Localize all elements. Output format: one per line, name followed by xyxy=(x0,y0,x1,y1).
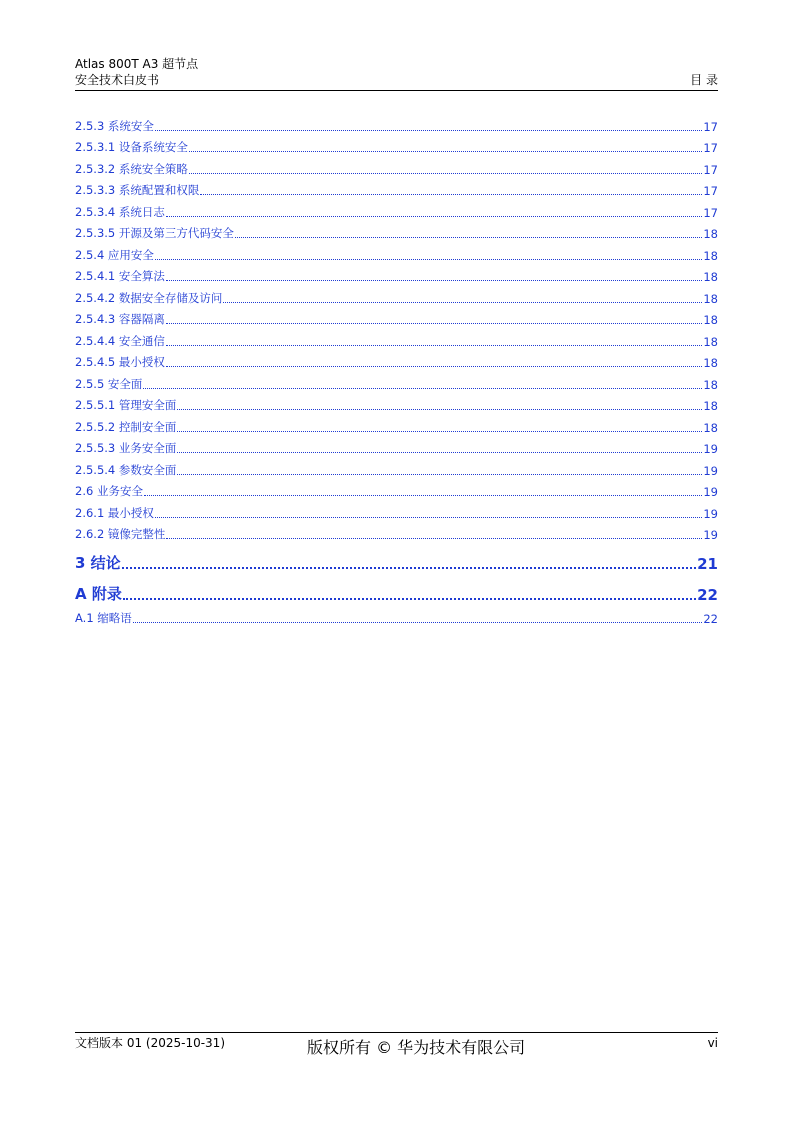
toc-entry[interactable] xyxy=(75,604,718,626)
toc-entry-label: 2.5.3.2 系统安全策略 xyxy=(75,161,188,176)
toc-entry-page: 21 xyxy=(697,555,718,573)
toc-entry-page: 17 xyxy=(703,205,718,220)
copyright: 版权所有 © 华为技术有限公司 xyxy=(307,1038,526,1057)
toc-entry-label: 2.6 业务安全 xyxy=(75,484,143,498)
toc-dot-leader xyxy=(155,245,702,260)
toc-entry[interactable] xyxy=(75,241,718,263)
toc-dot-leader xyxy=(155,503,702,518)
toc-entry[interactable] xyxy=(75,349,718,371)
toc-entry-page: 17 xyxy=(703,184,718,198)
toc-entry-page: 18 xyxy=(703,313,718,327)
toc-dot-leader xyxy=(144,481,702,496)
toc-dot-leader xyxy=(189,159,702,174)
toc-entry-page: 22 xyxy=(697,586,718,604)
toc-entry-label: 2.5.3.5 开源及第三方代码安全 xyxy=(75,226,234,240)
toc-entry-page: 17 xyxy=(703,162,718,177)
toc-entry-page: 22 xyxy=(703,611,718,626)
toc-dot-leader xyxy=(166,266,702,281)
toc-dot-leader xyxy=(177,417,702,432)
toc-entry-page: 19 xyxy=(703,506,718,521)
toc-entry-page: 19 xyxy=(703,528,718,542)
toc-dot-leader xyxy=(235,223,702,238)
toc-entry[interactable] xyxy=(75,435,718,457)
toc-entry-page: 18 xyxy=(703,334,718,349)
document-title: 安全技术白皮书 xyxy=(75,73,160,87)
toc-entry-page: 18 xyxy=(703,377,718,392)
toc-entry-label: 2.5.5.2 控制安全面 xyxy=(75,419,177,434)
toc-entry-label: 2.5.4.1 安全算法 xyxy=(75,269,165,283)
toc-dot-leader xyxy=(223,288,702,303)
toc-entry-page: 18 xyxy=(703,248,718,263)
toc-dot-leader xyxy=(189,137,702,152)
toc-entry-label: 2.5.5 安全面 xyxy=(75,376,143,391)
toc-dot-leader xyxy=(166,352,702,367)
toc-dot-leader xyxy=(155,116,702,131)
toc-entry[interactable] xyxy=(75,284,718,306)
header-rule xyxy=(75,90,718,91)
toc-entry-label: 2.5.3.1 设备系统安全 xyxy=(75,140,188,154)
toc-dot-leader xyxy=(166,202,702,217)
toc-entry-page: 18 xyxy=(703,270,718,284)
toc-entry-label: 2.5.4.2 数据安全存储及访问 xyxy=(75,290,223,305)
toc-dot-leader xyxy=(177,438,702,453)
toc-entry[interactable] xyxy=(75,499,718,521)
toc-entry[interactable] xyxy=(75,263,718,285)
toc-dot-leader xyxy=(200,180,702,195)
toc-entry-page: 17 xyxy=(703,119,718,134)
page-footer xyxy=(75,1032,718,1057)
toc-entry[interactable] xyxy=(75,573,718,604)
toc-dot-leader xyxy=(177,395,702,410)
toc-entry[interactable] xyxy=(75,306,718,328)
toc-entry[interactable] xyxy=(75,392,718,414)
toc-entry[interactable] xyxy=(75,370,718,392)
toc-entry[interactable] xyxy=(75,220,718,242)
toc-entry[interactable] xyxy=(75,413,718,435)
toc-entry-page: 19 xyxy=(703,485,718,499)
toc-entry-page: 18 xyxy=(703,420,718,435)
toc-entry-page: 19 xyxy=(703,463,718,478)
toc-dot-leader xyxy=(122,553,696,569)
toc-entry[interactable] xyxy=(75,327,718,349)
toc-entry-label: 2.6.1 最小授权 xyxy=(75,505,154,520)
toc-entry-page: 18 xyxy=(703,291,718,306)
toc-entry[interactable] xyxy=(75,134,718,156)
toc-entry[interactable] xyxy=(75,478,718,500)
toc-entry-label: 2.5.5.3 业务安全面 xyxy=(75,441,177,455)
document-version: 文档版本 01 (2025-10-31) xyxy=(75,1036,226,1050)
toc-dot-leader xyxy=(143,374,702,389)
toc-entry-label: 2.5.4.4 安全通信 xyxy=(75,333,165,348)
header-line2 xyxy=(75,72,718,88)
section-title: 目 录 xyxy=(690,73,718,87)
toc-entry[interactable] xyxy=(75,456,718,478)
product-name: Atlas 800T A3 超节点 xyxy=(75,57,199,71)
toc-entry-label: A.1 缩略语 xyxy=(75,610,132,625)
toc-entry-label: 2.5.3.3 系统配置和权限 xyxy=(75,183,200,197)
toc-entry[interactable] xyxy=(75,177,718,199)
toc-dot-leader xyxy=(166,524,702,539)
toc-dot-leader xyxy=(166,331,702,346)
page-number: vi xyxy=(707,1036,718,1050)
table-of-contents xyxy=(75,112,718,626)
toc-dot-leader xyxy=(177,460,702,475)
toc-entry-label: 2.5.4.5 最小授权 xyxy=(75,355,165,369)
toc-entry-page: 19 xyxy=(703,442,718,456)
toc-entry-label: 3 结论 xyxy=(75,554,121,572)
toc-entry-label: 2.6.2 镜像完整性 xyxy=(75,527,166,541)
toc-entry-label: A 附录 xyxy=(75,585,122,603)
toc-dot-leader xyxy=(166,309,702,324)
toc-dot-leader xyxy=(133,608,703,623)
toc-entry-label: 2.5.3 系统安全 xyxy=(75,118,154,133)
toc-entry[interactable] xyxy=(75,112,718,134)
toc-entry-label: 2.5.4 应用安全 xyxy=(75,247,154,262)
toc-entry-page: 18 xyxy=(703,356,718,370)
toc-entry[interactable] xyxy=(75,198,718,220)
toc-entry-label: 2.5.3.4 系统日志 xyxy=(75,204,165,219)
toc-entry[interactable] xyxy=(75,155,718,177)
toc-entry-page: 17 xyxy=(703,141,718,155)
toc-dot-leader xyxy=(123,584,696,600)
toc-entry[interactable] xyxy=(75,542,718,573)
toc-entry-page: 18 xyxy=(703,399,718,413)
toc-entry[interactable] xyxy=(75,521,718,543)
toc-entry-label: 2.5.5.1 管理安全面 xyxy=(75,398,177,412)
page-header xyxy=(75,56,718,88)
toc-entry-label: 2.5.5.4 参数安全面 xyxy=(75,462,177,477)
toc-entry-label: 2.5.4.3 容器隔离 xyxy=(75,312,165,326)
toc-entry-page: 18 xyxy=(703,227,718,241)
